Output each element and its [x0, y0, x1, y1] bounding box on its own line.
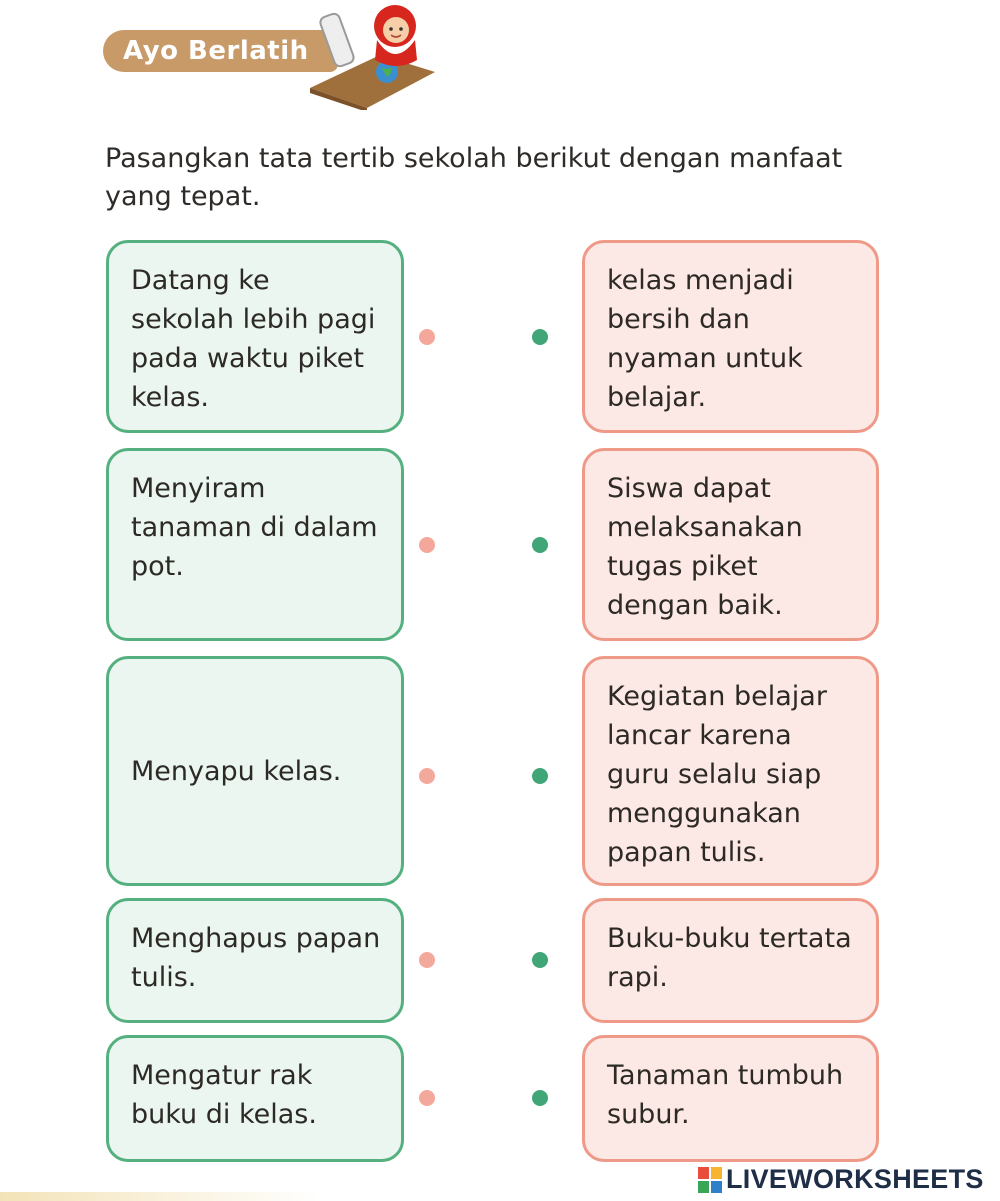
right-match-dot[interactable]	[532, 1090, 548, 1106]
rule-card	[106, 898, 404, 1023]
benefit-text: Buku-buku tertata rapi.	[607, 923, 852, 993]
benefit-text: Kegiatan belajar lancar karena guru selalu siap menggunakan papan tulis.	[607, 681, 827, 868]
benefit-text: Tanaman tumbuh subur.	[607, 1060, 844, 1130]
right-match-dot[interactable]	[532, 329, 548, 345]
benefit-text: Siswa dapat melaksanakan tugas piket dengan baik.	[607, 473, 803, 621]
right-match-dot[interactable]	[532, 537, 548, 553]
rule-text: Menghapus papan tulis.	[131, 923, 381, 993]
benefit-card	[582, 1035, 879, 1162]
rule-card	[106, 240, 404, 433]
rule-text: Menyiram tanaman di dalam pot.	[131, 473, 378, 582]
left-match-dot[interactable]	[419, 537, 435, 553]
left-match-dot[interactable]	[419, 952, 435, 968]
liveworksheets-logo[interactable]	[698, 1164, 984, 1195]
rule-card	[106, 448, 404, 641]
benefit-card	[582, 240, 879, 433]
right-match-dot[interactable]	[532, 768, 548, 784]
benefit-card	[582, 448, 879, 641]
rule-text: Mengatur rak buku di kelas.	[131, 1060, 317, 1130]
left-match-dot[interactable]	[419, 1090, 435, 1106]
rule-card	[106, 1035, 404, 1162]
benefit-card	[582, 898, 879, 1023]
left-match-dot[interactable]	[419, 768, 435, 784]
right-match-dot[interactable]	[532, 952, 548, 968]
brand-name: LIVEWORKSHEETS	[726, 1164, 984, 1194]
benefit-text: kelas menjadi bersih dan nyaman untuk belajar.	[607, 265, 803, 413]
section-badge: Ayo Berlatih	[103, 30, 338, 72]
decorative-strip	[0, 1192, 320, 1201]
student-mascot-illustration	[305, 0, 440, 110]
liveworksheets-logo-icon	[698, 1167, 722, 1193]
rule-text: Datang ke sekolah lebih pagi pada waktu piket kelas.	[131, 265, 376, 413]
instruction-text: Pasangkan tata tertib sekolah berikut dengan manfaat yang tepat.	[105, 143, 843, 212]
rule-card	[106, 656, 404, 886]
benefit-card	[582, 656, 879, 886]
rule-text: Menyapu kelas.	[131, 755, 342, 787]
left-match-dot[interactable]	[419, 329, 435, 345]
